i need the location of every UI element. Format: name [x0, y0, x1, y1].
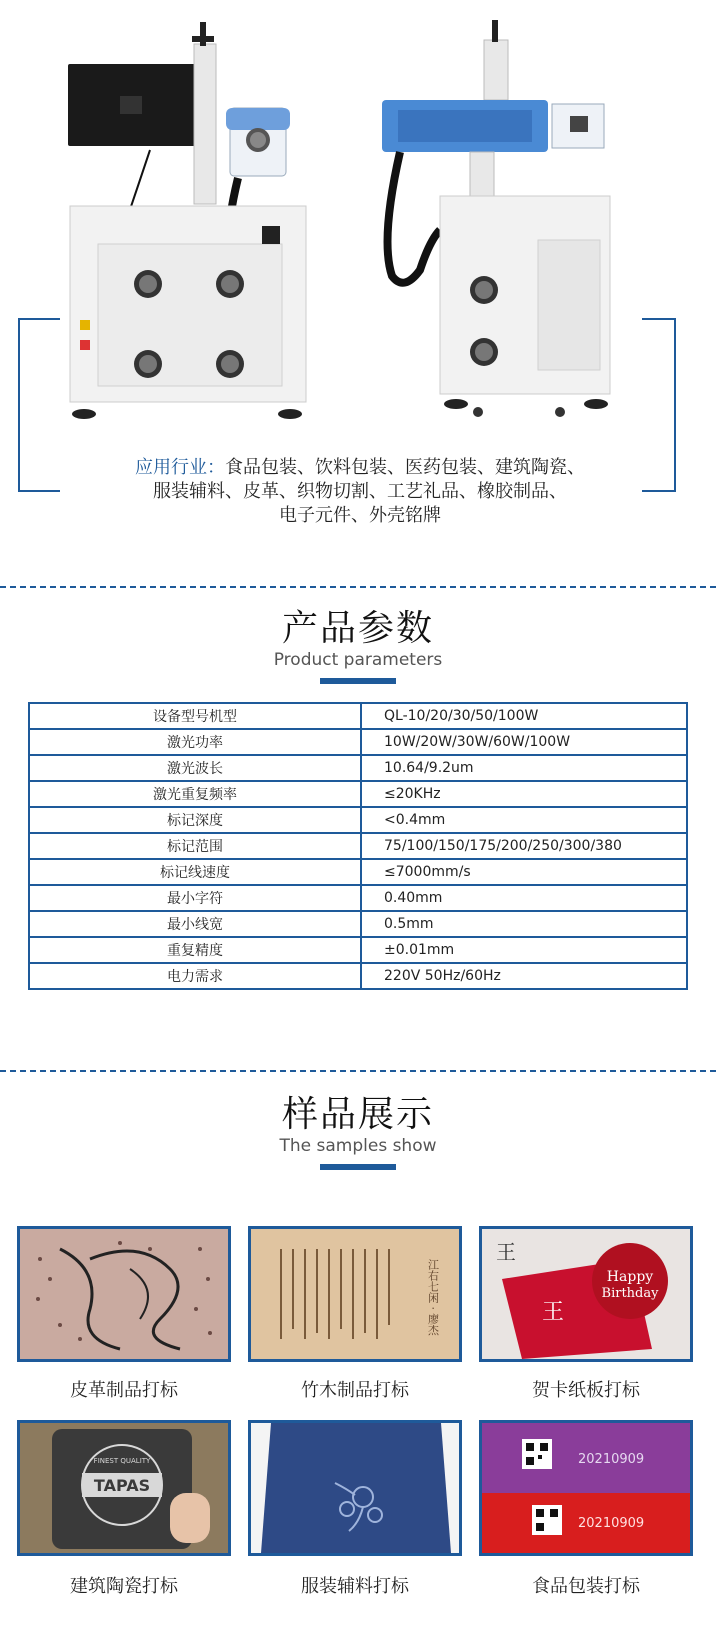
samples-title-bar — [320, 1164, 396, 1170]
sample-caption: 食品包装打标 — [532, 1576, 640, 1597]
param-value: ≤7000mm/s — [361, 859, 687, 885]
sample-image-bamboo — [248, 1226, 462, 1362]
table-row — [29, 781, 687, 807]
table-row — [29, 755, 687, 781]
param-label: 标记范围 — [29, 833, 361, 859]
param-value: 10W/20W/30W/60W/100W — [361, 729, 687, 755]
sample-image-card — [479, 1226, 693, 1362]
applications-line-1: 食品包装、饮料包装、医药包装、建筑陶瓷、 — [225, 457, 585, 478]
table-row — [29, 833, 687, 859]
param-value: 0.5mm — [361, 911, 687, 937]
applications-line-2: 服装辅料、皮革、织物切割、工艺礼品、橡胶制品、 — [153, 481, 567, 502]
card-happy-text: Happy — [606, 1269, 654, 1285]
param-label: 激光波长 — [29, 755, 361, 781]
sample-caption: 服装辅料打标 — [301, 1576, 409, 1597]
params-title-bar — [320, 678, 396, 684]
param-value: 10.64/9.2um — [361, 755, 687, 781]
decorative-bracket-left — [18, 318, 60, 492]
samples-subtitle: The samples show — [279, 1136, 437, 1156]
param-label: 设备型号机型 — [29, 703, 361, 729]
applications-lead: 应用行业： — [135, 457, 225, 478]
param-label: 标记深度 — [29, 807, 361, 833]
divider-2 — [0, 1070, 716, 1072]
table-row — [29, 807, 687, 833]
bamboo-engraved-title: 江右七闲 · 廖杰 — [426, 1259, 440, 1336]
table-row — [29, 963, 687, 989]
param-value: 0.40mm — [361, 885, 687, 911]
sample-caption: 贺卡纸板打标 — [532, 1380, 640, 1401]
table-row — [29, 703, 687, 729]
param-label: 标记线速度 — [29, 859, 361, 885]
sample-image-packaging — [479, 1420, 693, 1556]
params-subtitle: Product parameters — [273, 650, 443, 670]
sample-image-ceramic — [17, 1420, 231, 1556]
param-label: 激光功率 — [29, 729, 361, 755]
param-value: 220V 50Hz/60Hz — [361, 963, 687, 989]
param-value: ≤20KHz — [361, 781, 687, 807]
pkg-date-text-2: 20210909 — [578, 1516, 645, 1531]
sample-caption: 皮革制品打标 — [70, 1380, 178, 1401]
param-label: 激光重复频率 — [29, 781, 361, 807]
params-table — [28, 702, 688, 990]
table-row — [29, 885, 687, 911]
sample-caption: 竹木制品打标 — [301, 1380, 409, 1401]
param-value: QL-10/20/30/50/100W — [361, 703, 687, 729]
table-row — [29, 729, 687, 755]
samples-title: 样品展示 — [281, 1094, 434, 1135]
sample-caption: 建筑陶瓷打标 — [70, 1576, 178, 1597]
sample-image-denim — [248, 1420, 462, 1556]
param-value: 75/100/150/175/200/250/300/380 — [361, 833, 687, 859]
params-title: 产品参数 — [281, 608, 434, 649]
param-label: 电力需求 — [29, 963, 361, 989]
tile-finest-text: FINEST QUALITY — [93, 1457, 151, 1465]
applications-line-3: 电子元件、外壳铭牌 — [279, 505, 441, 526]
param-value: <0.4mm — [361, 807, 687, 833]
card-wang-text: 王 — [496, 1240, 516, 1264]
table-row — [29, 911, 687, 937]
decorative-bracket-right — [642, 318, 676, 492]
param-value: ±0.01mm — [361, 937, 687, 963]
param-label: 最小线宽 — [29, 911, 361, 937]
table-row — [29, 859, 687, 885]
param-label: 重复精度 — [29, 937, 361, 963]
divider-1 — [0, 586, 716, 588]
applications-text — [90, 456, 630, 528]
hero-product-image — [0, 0, 716, 560]
card-wang-cutout: 王 — [542, 1300, 565, 1325]
pkg-date-text-1: 20210909 — [578, 1452, 645, 1467]
table-row — [29, 937, 687, 963]
card-birthday-text: Birthday — [601, 1286, 659, 1301]
tile-tapas-text: TAPAS — [93, 1476, 151, 1495]
param-label: 最小字符 — [29, 885, 361, 911]
sample-image-leather — [17, 1226, 231, 1362]
